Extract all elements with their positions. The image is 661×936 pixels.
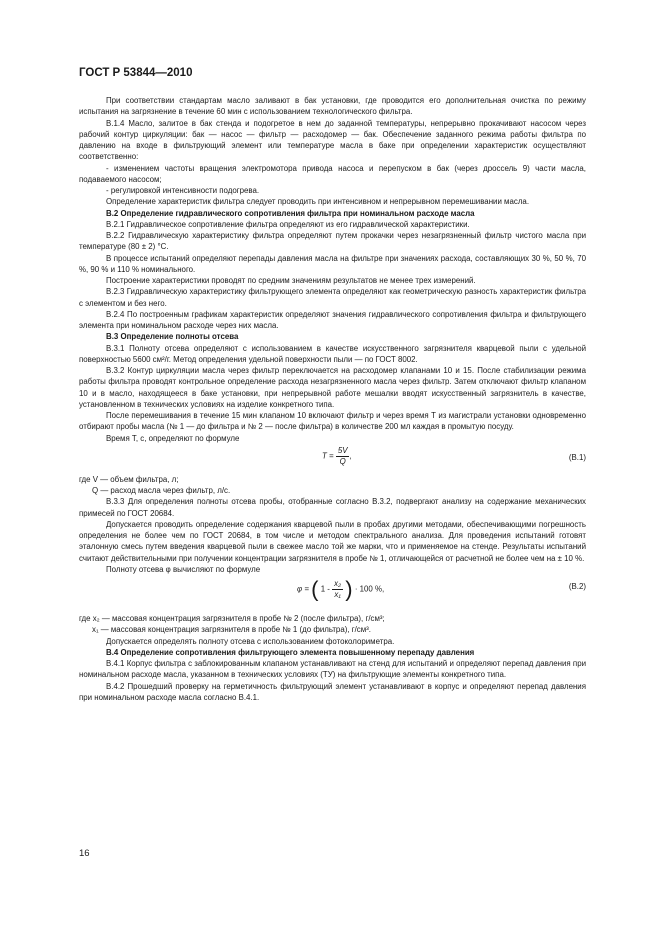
formula-expression [297,576,385,602]
paragraph: В.3.3 Для определения полноты отсева пробы, отобранные согласно В.3.2, подвергают анализу на содержание механических примесей по ГОСТ 20684. [79,497,586,518]
formula-lhs: T = [322,451,334,461]
paragraph: В.4.2 Прошедший проверку на герметичность фильтрующий элемент устанавливают в корпус и определяют перепад давления при номинальном расходе масла согласно В.4.1. [79,681,586,702]
paragraph: При соответствии стандартам масло заливают в бак установки, где проводится его дополнительная очистка по режиму испытания на загрязнение в течение 60 мин с использованием технологического фильтра. [79,96,586,117]
formula-lhs: φ = [297,584,309,594]
formula-b2 [79,575,586,613]
paragraph: В.3.1 Полноту отсева определяют с использованием в качестве искусственного загрязнителя кварцевой пыли с удельной поверхностью 5600 см²/г. Метод определения удельной поверхности пыли — по ГОСТ 8002. [79,343,586,364]
paragraph: Допускается проводить определение содержания кварцевой пыли в пробах другими методами, обеспечивающими погрешность определения не более чем по ГОСТ 20684, в том числе и методом спектрального анализа. Для проведения испытаний готовят эталонную смесь путем введения кварцевой пыли в свежее масло той же марки, что и применяемое на стенде. Результаты испытаний считают действительными при получении концентрации загрязнителя в пробе № 1, отличающейся от расчетной не более чем на ± 10 %. [79,519,586,563]
paragraph: Полноту отсева φ вычисляют по формуле [106,564,261,574]
legend-item: где V — объем фильтра, л; [79,474,179,484]
paragraph: В.3.2 Контур циркуляции масла через фильтр переключается на расходомер клапанами 10 и 15. После стабилизации режима работы фильтра проводят контрольное определение расхода незагрязненного масла через фильтр. Затем отключают фильтр клапаном 10 и в масло, находящееся в баке установки, при непрерывной работе мешалки вводят искусственный загрязнитель в качестве, установленном в технических условиях на изделие конкретного типа. [79,366,586,409]
formula-denominator: x₁ [334,590,341,599]
paragraph: В.2.1 Гидравлическое сопротивление фильтра определяют из его гидравлической характеристики. [106,219,470,229]
formula-number: (В.1) [568,452,586,462]
section-heading: В.3 Определение полноты отсева [106,332,239,342]
formula-tail: , [349,451,352,461]
paragraph: После перемешивания в течение 15 мин клапаном 10 включают фильтр и через время Т из магистрали установки одновременно отбирают пробы масла (№ 1 — до фильтра и № 2 — после фильтра) в количестве 200 мл каждая в промытую посуду. [79,411,586,432]
section-heading: В.4 Определение сопротивления фильтрующего элемента повышенному перепаду давления [106,647,475,657]
paragraph: В.4.1 Корпус фильтра с заблокированным клапаном устанавливают на стенд для испытаний и определяют перепад давления при номинальном расходе масла, указанном в технических условиях (ТУ) на фильтрующие элементы конкретного типа. [79,659,586,680]
formula-denominator: Q [339,456,346,466]
legend-item: Q — расход масла через фильтр, л/с. [92,486,231,495]
paragraph: В.2.2 Гидравлическую характеристику фильтра определяют путем прокачки через незагрязненный фильтр чистого масла при температуре (80 ± 2) °С. [79,231,586,252]
legend-item: где x₂ — массовая концентрация загрязнителя в пробе № 2 (после фильтра), г/см³; [79,614,385,623]
formula-numerator: 5V [337,445,348,455]
section-heading: В.2 Определение гидравлического сопротивления фильтра при номинальном расходе масла [106,208,475,218]
right-paren: ) [345,576,353,602]
formula-numerator: x₂ [334,579,342,588]
paragraph: В процессе испытаний определяют перепады давления масла на фильтре при значениях расхода, составляющих 30 %, 50 %, 70 %, 90 % и 110 % номинального. [79,253,586,274]
page-header: ГОСТ Р 53844—2010 [79,67,193,79]
legend-item: x₁ — массовая концентрация загрязнителя в пробе № 1 (до фильтра), г/см³. [92,625,371,635]
paragraph: Допускается определять полноту отсева с использованием фотоколориметра. [106,636,395,646]
paragraph: Определение характеристик фильтра следует проводить при интенсивном и непрерывном перемешивании масла. [106,197,530,207]
formula-fraction [332,579,343,600]
list-item: - регулировкой интенсивности подогрева. [106,186,260,195]
paragraph: Построение характеристики проводят по средним значениям результатов не менее трех измерений. [106,276,476,285]
paragraph: В.2.4 По построенным графикам характеристик определяют значения гидравлического сопротивления фильтра и фильтрующего элемента при номинальном расходе через них масла. [79,309,586,330]
left-paren: ( [311,576,319,602]
document-body [79,95,586,703]
formula-number: (В.2) [568,582,586,591]
formula-expression [322,446,352,467]
formula-one-minus: 1 - [320,584,330,594]
formula-fraction [336,446,350,467]
formula-b1 [79,444,586,474]
formula-tail: · 100 %, [354,584,385,594]
paragraph: В.1.4 Масло, залитое в бак стенда и подогретое в нем до заданной температуры, непрерывно прокачивают насосом через рабочий контур циркуляции: бак — насос — фильтр — расходомер — бак. Обеспечение заданного режима работы фильтра по давлению на входе в фильтрующий элемент или температуре масла в баке при определении характеристик осуществляют соответственно: [79,118,586,162]
page-number: 16 [79,848,90,859]
paragraph: Время Т, с, определяют по формуле [106,433,240,443]
paragraph: В.2.3 Гидравлическую характеристику фильтрующего элемента определяют как геометрическую разность характеристик фильтра с элементом и без него. [79,287,586,308]
list-item: - изменением частоты вращения электромотора привода насоса и перепуском в бак (через дроссель 9) части масла, подаваемого насосом; [79,163,586,184]
